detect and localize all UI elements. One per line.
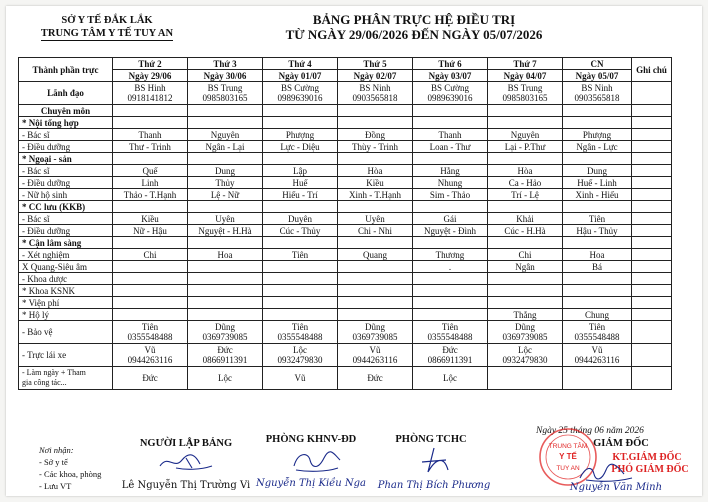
section-title-row <box>19 201 672 213</box>
duty-cell: Thương <box>413 249 488 261</box>
duty-cell: Hòa <box>338 165 413 177</box>
duty-cell <box>113 321 188 344</box>
svg-text:TUY AN: TUY AN <box>556 465 580 472</box>
staff-name: Vũ <box>591 345 603 355</box>
duty-cell: Kiều <box>338 177 413 189</box>
duty-cell <box>188 321 263 344</box>
duty-cell: Nguyệt - Đình <box>413 225 488 237</box>
day-header: Thứ 5 <box>338 58 413 70</box>
duty-cell: Nhung <box>413 177 488 189</box>
leader-name: BS Trung <box>207 83 243 93</box>
tchc-title: PHÒNG TCHC <box>395 434 467 445</box>
staff-name: Lộc <box>518 345 532 355</box>
duty-cell <box>263 321 338 344</box>
date-row <box>19 70 672 82</box>
duty-schedule-table <box>18 57 672 390</box>
duty-cell: Lệ - Nữ <box>188 189 263 201</box>
duty-cell: Trí - Lệ <box>488 189 563 201</box>
date-cell: Ngày 30/06 <box>188 70 263 82</box>
duty-cell: Chi - Nhi <box>338 225 413 237</box>
table-row <box>19 309 672 321</box>
staff-phone: 0866911391 <box>202 355 248 365</box>
duty-cell: Xinh - Hiếu <box>563 189 632 201</box>
leader-cell <box>338 82 413 105</box>
duty-cell <box>488 344 563 367</box>
org-line-2: TRUNG TÂM Y TẾ TUY AN <box>40 28 174 39</box>
duty-cell <box>338 344 413 367</box>
duty-cell: Đức <box>338 367 413 390</box>
duty-cell <box>263 309 338 321</box>
leader-label: Lãnh đạo <box>19 82 113 105</box>
row-label: * Viện phí <box>19 297 113 309</box>
creator-signature <box>156 450 216 472</box>
duty-cell: Uyên <box>188 213 263 225</box>
duty-cell <box>113 344 188 367</box>
document-sheet <box>6 6 702 496</box>
table-row <box>19 249 672 261</box>
day-header: CN <box>563 58 632 70</box>
recipient-item: - Các khoa, phòng <box>39 469 102 479</box>
leader-cell <box>113 82 188 105</box>
duty-cell: Hiếu - Trí <box>263 189 338 201</box>
table-row <box>19 297 672 309</box>
duty-cell: Thư - Trinh <box>113 141 188 153</box>
duty-cell <box>263 261 338 273</box>
khnv-name: Nguyễn Thị Kiều Nga <box>255 478 367 489</box>
duty-cell <box>563 367 632 390</box>
duty-cell: Thảo - T.Hạnh <box>113 189 188 201</box>
duty-cell: Khải <box>488 213 563 225</box>
staff-name: Tiên <box>141 322 159 332</box>
duty-cell: Uyên <box>338 213 413 225</box>
duty-cell: Thanh <box>113 129 188 141</box>
chuyen-mon-label: Chuyên môn <box>19 105 113 117</box>
duty-cell: Cúc - Thủy <box>263 225 338 237</box>
day-header: Thứ 6 <box>413 58 488 70</box>
leader-phone: 0985803165 <box>502 93 548 103</box>
leader-phone: 0918141812 <box>127 93 173 103</box>
row-label: X Quang-Siêu âm <box>19 261 113 273</box>
date-cell: Ngày 01/07 <box>263 70 338 82</box>
date-cell: Ngày 05/07 <box>563 70 632 82</box>
table-row <box>19 129 672 141</box>
staff-phone: 0866911391 <box>427 355 473 365</box>
khnv-signature <box>288 448 344 474</box>
duty-cell: Hoa <box>188 249 263 261</box>
document-subtitle: TỪ NGÀY 29/06/2026 ĐẾN NGÀY 05/07/2026 <box>285 27 543 42</box>
deputy-director-line: PHÓ GIÁM ĐỐC <box>611 464 689 475</box>
staff-phone: 0932479830 <box>502 355 548 365</box>
duty-cell: Ngân - Lại <box>188 141 263 153</box>
duty-cell: Chi <box>488 249 563 261</box>
duty-cell: Hằng <box>413 165 488 177</box>
staff-name: Đức <box>442 345 458 355</box>
duty-cell <box>338 321 413 344</box>
notes-header: Ghi chú <box>632 58 672 82</box>
row-label: - Bảo vệ <box>19 321 113 344</box>
row-label: - Bác sĩ <box>19 213 113 225</box>
section-title: * Nội tổng hợp <box>19 117 113 129</box>
table-row <box>19 213 672 225</box>
chuyen-mon-row <box>19 105 672 117</box>
staff-phone: 0932479830 <box>277 355 323 365</box>
duty-cell: Vũ <box>263 367 338 390</box>
row-label: - Xét nghiệm <box>19 249 113 261</box>
duty-cell: Phượng <box>563 129 632 141</box>
document-title: BẢNG PHÂN TRỰC HỆ ĐIỀU TRỊ <box>312 12 516 27</box>
section-title-row <box>19 117 672 129</box>
staff-phone: 0944263116 <box>127 355 173 365</box>
leader-name: BS Hinh <box>134 83 166 93</box>
table-row <box>19 189 672 201</box>
security-row <box>19 321 672 344</box>
duty-cell: Bá <box>563 261 632 273</box>
duty-cell: Xinh - T.Hạnh <box>338 189 413 201</box>
duty-cell <box>413 344 488 367</box>
staff-phone: 0369739085 <box>202 332 248 342</box>
leader-name: BS Ninh <box>359 83 391 93</box>
khnv-title: PHÒNG KHNV-ĐD <box>265 434 357 445</box>
corner-header: Thành phần trực <box>19 58 113 82</box>
leader-phone: 0989639016 <box>427 93 473 103</box>
duty-cell: Phượng <box>263 129 338 141</box>
duty-cell <box>563 321 632 344</box>
duty-cell <box>188 309 263 321</box>
duty-cell: Nữ - Hậu <box>113 225 188 237</box>
signing-date: Ngày 25 tháng 06 năm 2026 <box>536 426 644 436</box>
duty-cell <box>413 321 488 344</box>
notes-cell <box>632 82 672 105</box>
duty-cell: Lộc <box>413 367 488 390</box>
staff-name: Dũng <box>365 322 385 332</box>
duty-cell: Kiều <box>113 213 188 225</box>
leader-name: BS Ninh <box>581 83 613 93</box>
duty-cell: Chi <box>113 249 188 261</box>
leader-cell <box>263 82 338 105</box>
duty-cell: . <box>413 261 488 273</box>
svg-text:TRUNG TÂM: TRUNG TÂM <box>548 443 588 450</box>
date-cell: Ngày 29/06 <box>113 70 188 82</box>
table-header-row <box>19 58 672 70</box>
row-label: - Bác sĩ <box>19 165 113 177</box>
row-label: - Điều dưỡng <box>19 225 113 237</box>
duty-cell: Sim - Thảo <box>413 189 488 201</box>
leader-name: BS Cường <box>281 83 319 93</box>
duty-cell: Huế - Linh <box>563 177 632 189</box>
row-label: - Điều dưỡng <box>19 177 113 189</box>
duty-cell: Gái <box>413 213 488 225</box>
duty-cell: Linh <box>113 177 188 189</box>
staff-name: Tiên <box>441 322 459 332</box>
staff-name: Vũ <box>369 345 381 355</box>
row-label: * Hộ lý <box>19 309 113 321</box>
row-label: - Điều dưỡng <box>19 141 113 153</box>
staff-phone: 0369739085 <box>352 332 398 342</box>
duty-cell: Quang <box>338 249 413 261</box>
creator-title: NGƯỜI LẬP BẢNG <box>139 438 233 449</box>
date-cell: Ngày 02/07 <box>338 70 413 82</box>
staff-name: Lộc <box>293 345 307 355</box>
duty-cell: Huế <box>263 177 338 189</box>
duty-cell: Lộc <box>188 367 263 390</box>
staff-name: Vũ <box>144 345 156 355</box>
org-line-1: SỞ Y TẾ ĐẮK LẮK <box>61 15 153 26</box>
staff-name: Tiên <box>588 322 606 332</box>
leader-phone: 0903565818 <box>574 93 620 103</box>
row-label: - Làm ngày + Tham gia công tác... <box>19 367 113 390</box>
tchc-signature <box>414 446 454 476</box>
director-signature <box>576 460 636 484</box>
duty-cell: Chung <box>563 309 632 321</box>
staff-phone: 0355548488 <box>277 332 323 342</box>
staff-phone: 0355548488 <box>427 332 473 342</box>
section-title-row <box>19 237 672 249</box>
staff-phone: 0369739085 <box>502 332 548 342</box>
section-title-row <box>19 153 672 165</box>
staff-phone: 0355548488 <box>574 332 620 342</box>
duty-cell: Cúc - H.Hà <box>488 225 563 237</box>
row-label: - Khoa dược <box>19 273 113 285</box>
director-name: Nguyễn Văn Minh <box>569 482 663 493</box>
staff-name: Dũng <box>515 322 535 332</box>
duty-cell <box>188 261 263 273</box>
table-row <box>19 177 672 189</box>
svg-text:Y TẾ: Y TẾ <box>559 452 577 461</box>
organization-header <box>12 14 202 41</box>
duty-cell <box>338 261 413 273</box>
duty-cell: Ca - Hảo <box>488 177 563 189</box>
row-label: - Trực lái xe <box>19 344 113 367</box>
duty-cell: Thắng <box>488 309 563 321</box>
duty-cell: Lại - P.Thư <box>488 141 563 153</box>
duty-cell: Lập <box>263 165 338 177</box>
leader-name: BS Trung <box>507 83 543 93</box>
table-row <box>19 261 672 273</box>
day-header: Thứ 2 <box>113 58 188 70</box>
day-header: Thứ 3 <box>188 58 263 70</box>
duty-cell <box>413 309 488 321</box>
duty-cell <box>188 344 263 367</box>
duty-cell: Dung <box>188 165 263 177</box>
date-cell: Ngày 04/07 <box>488 70 563 82</box>
table-row <box>19 273 672 285</box>
staff-name: Dũng <box>215 322 235 332</box>
duty-cell <box>263 344 338 367</box>
duty-cell: Tiên <box>263 249 338 261</box>
day-header: Thứ 7 <box>488 58 563 70</box>
duty-cell: Thanh <box>413 129 488 141</box>
leader-phone: 0989639016 <box>277 93 323 103</box>
director-title: GIÁM ĐỐC <box>593 438 649 449</box>
duty-cell <box>113 309 188 321</box>
duty-cell: Duyên <box>263 213 338 225</box>
staff-name: Tiên <box>291 322 309 332</box>
leader-cell <box>188 82 263 105</box>
duty-cell: Hậu - Thủy <box>563 225 632 237</box>
duty-cell: Loan - Thư <box>413 141 488 153</box>
paraclinical-section <box>19 237 672 390</box>
kt-director-line: KT.GIÁM ĐỐC <box>612 452 682 463</box>
recipient-item: - Lưu VT <box>39 481 72 491</box>
duty-cell: Đức <box>113 367 188 390</box>
duty-cell: Ngân <box>488 261 563 273</box>
duty-cell: Nguyên <box>188 129 263 141</box>
duty-cell: Dung <box>563 165 632 177</box>
leader-row <box>19 82 672 105</box>
staff-name: Đức <box>217 345 233 355</box>
recipients-block <box>39 444 101 492</box>
duty-cell: Lực - Diệu <box>263 141 338 153</box>
leader-cell <box>488 82 563 105</box>
duty-cell: Hoa <box>563 249 632 261</box>
row-label: - Nữ hộ sinh <box>19 189 113 201</box>
row-label: * Khoa KSNK <box>19 285 113 297</box>
table-row <box>19 141 672 153</box>
day-header: Thứ 4 <box>263 58 338 70</box>
duty-cell: Nguyệt - H.Hà <box>188 225 263 237</box>
duty-cell <box>488 367 563 390</box>
day-work-row <box>19 367 672 390</box>
staff-phone: 0944263116 <box>352 355 398 365</box>
duty-cell <box>113 261 188 273</box>
leader-phone: 0985803165 <box>202 93 248 103</box>
leader-name: BS Cường <box>431 83 469 93</box>
creator-name: Lê Nguyễn Thị Trường Vi <box>121 480 251 491</box>
table-row <box>19 285 672 297</box>
duty-cell: Ngân - Lực <box>563 141 632 153</box>
document-title-block <box>264 12 564 42</box>
duty-cell <box>563 344 632 367</box>
leader-phone: 0903565818 <box>352 93 398 103</box>
duty-cell: Hòa <box>488 165 563 177</box>
staff-phone: 0944263116 <box>574 355 620 365</box>
duty-cell: Quế <box>113 165 188 177</box>
recipients-title: Nơi nhận: <box>39 445 74 455</box>
duty-cell <box>338 309 413 321</box>
table-row <box>19 225 672 237</box>
duty-cell: Tiên <box>563 213 632 225</box>
recipient-item: - Sở y tế <box>39 457 68 467</box>
row-label: - Bác sĩ <box>19 129 113 141</box>
duty-cell: Thủy <box>188 177 263 189</box>
duty-cell <box>488 321 563 344</box>
duty-cell: Đồng <box>338 129 413 141</box>
section-title: * Ngoại - sản <box>19 153 113 165</box>
duty-cell: Nguyên <box>488 129 563 141</box>
leader-cell <box>413 82 488 105</box>
table-row <box>19 165 672 177</box>
leader-cell <box>563 82 632 105</box>
staff-phone: 0355548488 <box>127 332 173 342</box>
specialty-sections <box>19 117 672 237</box>
date-cell: Ngày 03/07 <box>413 70 488 82</box>
section-title: * CC lưu (KKB) <box>19 201 113 213</box>
duty-cell: Thùy - Trinh <box>338 141 413 153</box>
tchc-name: Phan Thị Bích Phương <box>377 480 491 491</box>
driver-row <box>19 344 672 367</box>
section-title: * Cận lâm sàng <box>19 237 113 249</box>
